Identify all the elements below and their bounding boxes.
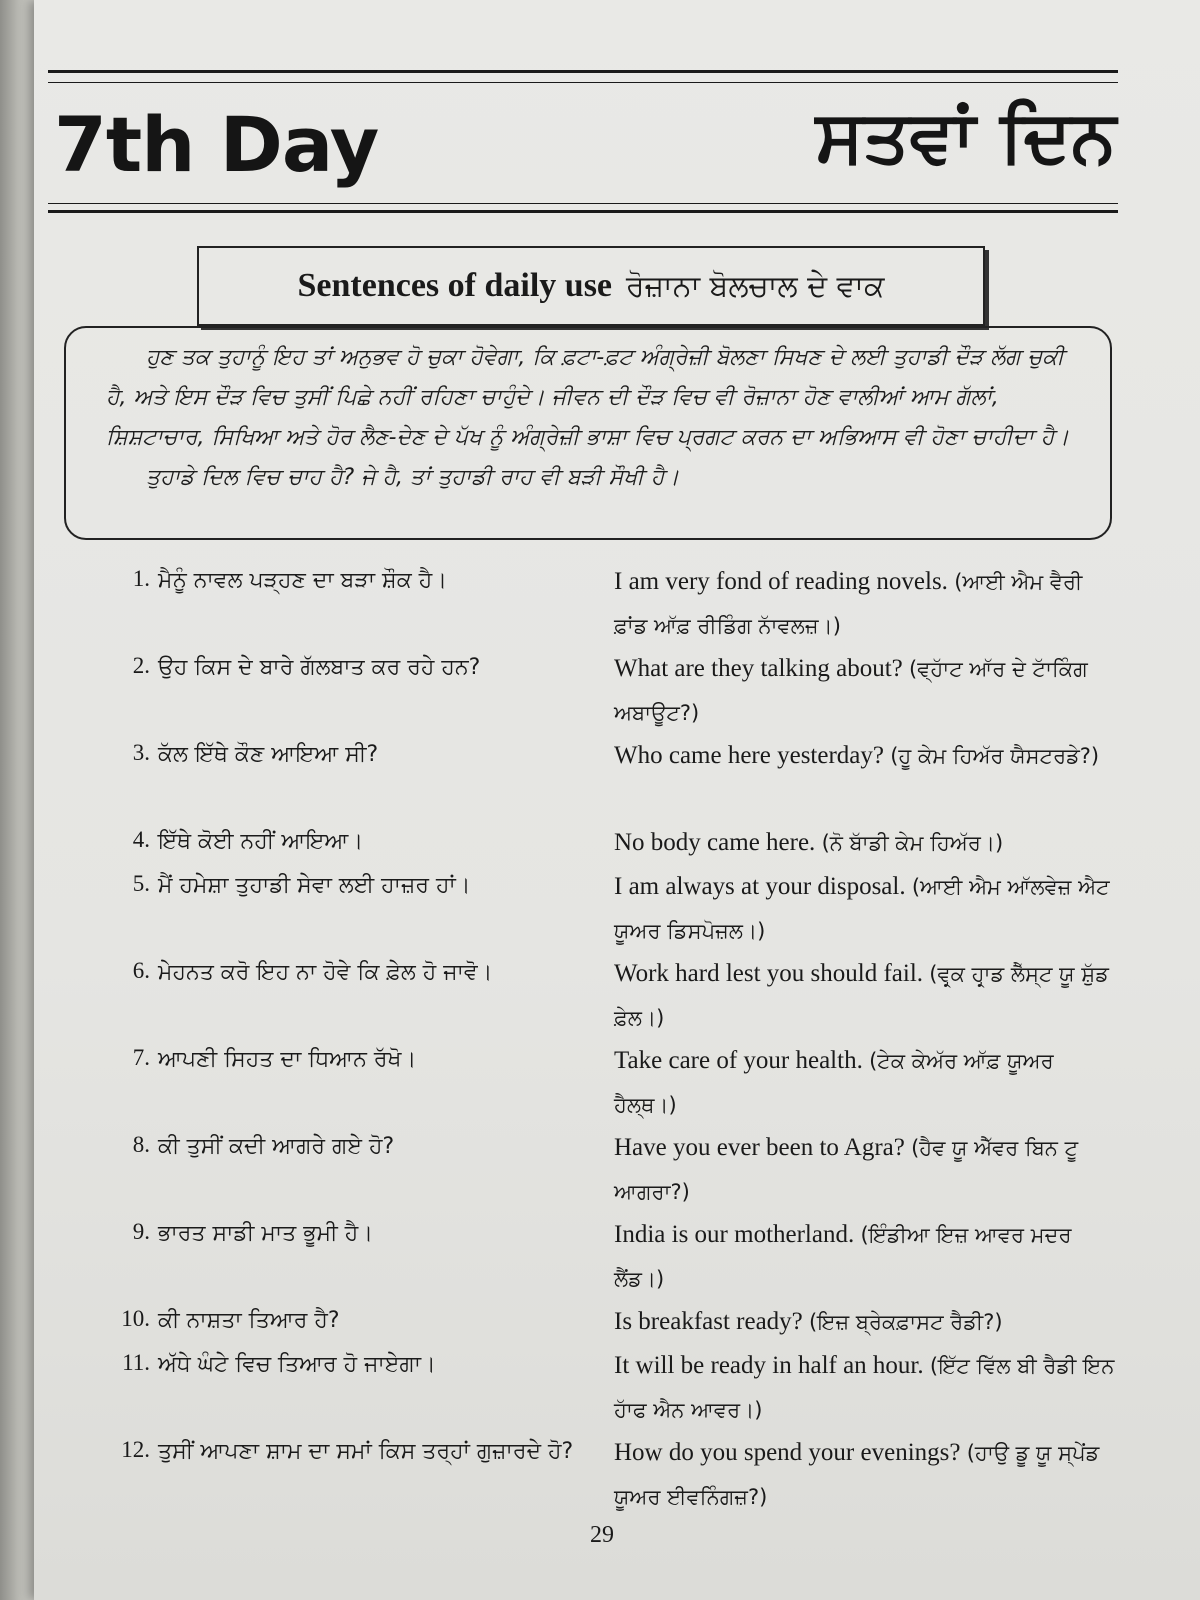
sentence-number: 5. bbox=[132, 871, 150, 896]
sentence-transliteration: (ਹੂ ਕੇਮ ਹਿਅੱਰ ਯੈਸਟਰਡੇ?) bbox=[890, 744, 1100, 768]
sentence-row bbox=[110, 1126, 1120, 1213]
sentence-row bbox=[110, 952, 1120, 1039]
sentence-english-cell bbox=[614, 865, 1120, 953]
sentence-english: Is breakfast ready? bbox=[614, 1308, 803, 1335]
sentence-number: 10. bbox=[121, 1306, 150, 1331]
sentence-english-cell bbox=[614, 821, 1120, 865]
chapter-title-english: 7th Day bbox=[54, 100, 379, 189]
header-rule-top bbox=[48, 70, 1118, 73]
sentence-english: How do you spend your evenings? bbox=[614, 1439, 961, 1466]
sentence-punjabi: ਆਪਣੀ ਸਿਹਤ ਦਾ ਧਿਆਨ ਰੱਖੋ। bbox=[158, 1047, 417, 1072]
sentence-english: I am always at your disposal. bbox=[614, 873, 906, 900]
sentence-english-cell bbox=[614, 1126, 1120, 1214]
sentence-english-cell bbox=[614, 1431, 1120, 1519]
sentence-row bbox=[110, 1344, 1120, 1431]
sentence-punjabi: ਅੱਧੇ ਘੰਟੇ ਵਿਚ ਤਿਆਰ ਹੋ ਜਾਏਗਾ। bbox=[158, 1352, 436, 1377]
sentence-english: Who came here yesterday? bbox=[614, 742, 884, 769]
sentence-row bbox=[110, 1431, 1120, 1518]
sentence-transliteration: (ਆਈ ਐਮ ਵੈਰੀ ਫ਼ਾਂਡ ਆੱਫ਼ ਰੀਡਿੰਗ ਨਾੱਵਲਜ਼।) bbox=[614, 570, 1083, 638]
sentence-english-cell bbox=[614, 1344, 1120, 1432]
sentence-number: 1. bbox=[132, 566, 150, 591]
sentence-english: It will be ready in half an hour. bbox=[614, 1352, 924, 1379]
sentence-row bbox=[110, 734, 1120, 821]
sentence-english: What are they talking about? bbox=[614, 655, 903, 682]
sentence-punjabi: ਮੈਨੂੰ ਨਾਵਲ ਪੜ੍ਹਣ ਦਾ ਬੜਾ ਸ਼ੌਕ ਹੈ। bbox=[158, 568, 448, 593]
sentence-transliteration: (ਇਜ਼ ਬ੍ਰੇਕਫ਼ਾਸਟ ਰੈਡੀ?) bbox=[809, 1310, 1003, 1334]
sentence-row bbox=[110, 865, 1120, 952]
page-number: 29 bbox=[590, 1522, 614, 1548]
sentence-punjabi: ਤੁਸੀਂ ਆਪਣਾ ਸ਼ਾਮ ਦਾ ਸਮਾਂ ਕਿਸ ਤਰ੍ਹਾਂ ਗੁਜ਼ਾਰਦੇ ਹੋ? bbox=[158, 1439, 574, 1464]
sentence-punjabi: ਕੀ ਤੁਸੀਂ ਕਦੀ ਆਗਰੇ ਗਏ ਹੋ? bbox=[158, 1134, 395, 1159]
sentence-english-cell bbox=[614, 734, 1120, 778]
sentence-number: 7. bbox=[132, 1045, 150, 1070]
sentence-transliteration: (ਵ੍ਹਾੱਟ ਆੱਰ ਦੇ ਟਾੱਕਿੰਗ ਅਬਾਊਟ?) bbox=[614, 657, 1088, 725]
sentence-number: 12. bbox=[121, 1437, 150, 1462]
sentence-english-cell bbox=[614, 647, 1120, 735]
section-subtitle-punjabi: ਰੋਜ਼ਾਨਾ ਬੋਲਚਾਲ ਦੇ ਵਾਕ bbox=[626, 268, 885, 304]
header-rule-bottom bbox=[48, 210, 1118, 213]
sentence-number: 9. bbox=[132, 1219, 150, 1244]
sentence-punjabi: ਮੈਂ ਹਮੇਸ਼ਾ ਤੁਹਾਡੀ ਸੇਵਾ ਲਈ ਹਾਜ਼ਰ ਹਾਂ। bbox=[158, 873, 471, 898]
sentence-transliteration: (ਹਾਉ ਡੂ ਯੂ ਸ੍ਪੇਂਡ ਯੂਅਰ ਈਵਨਿੰਗਜ਼?) bbox=[614, 1441, 1100, 1509]
section-subtitle-box bbox=[197, 246, 985, 326]
sentence-english-cell bbox=[614, 1039, 1120, 1127]
sentence-transliteration: (ਆਈ ਐਮ ਆੱਲਵੇਜ਼ ਐਟ ਯੂਅਰ ਡਿਸਪੋਜ਼ਲ।) bbox=[614, 875, 1110, 943]
sentence-number: 4. bbox=[132, 827, 150, 852]
sentence-transliteration: (ਇੰਡੀਆ ਇਜ਼ ਆਵਰ ਮਦਰ ਲੈਂਡ।) bbox=[614, 1223, 1072, 1291]
sentence-english: Take care of your health. bbox=[614, 1047, 863, 1074]
sentence-transliteration: (ਵਰ੍ਕ ਹਾਰ੍ਡ ਲੈੱਸ੍ਟ ਯੂ ਸ਼ੁੱਡ ਫ਼ੇਲ।) bbox=[614, 962, 1109, 1030]
sentence-transliteration: (ਹੈਵ ਯੂ ਐੱਵਰ ਬਿਨ ਟੂ ਆਗਰਾ?) bbox=[614, 1136, 1079, 1204]
sentence-row bbox=[110, 821, 1120, 865]
sentence-punjabi: ਕੱਲ ਇੱਥੇ ਕੌਣ ਆਇਆ ਸੀ? bbox=[158, 742, 379, 767]
sentence-transliteration: (ਟੇਕ ਕੇਅੱਰ ਆੱਫ਼ ਯੂਅਰ ਹੈਲ੍ਥ।) bbox=[614, 1049, 1054, 1117]
sentence-row bbox=[110, 647, 1120, 734]
intro-paragraph-2: ਤੁਹਾਡੇ ਦਿਲ ਵਿਚ ਚਾਹ ਹੈ? ਜੇ ਹੈ, ਤਾਂ ਤੁਹਾਡੀ ਰਾਹ ਵੀ ਬੜੀ ਸੌਖੀ ਹੈ। bbox=[146, 465, 680, 490]
sentence-punjabi: ਇੱਥੇ ਕੋਈ ਨਹੀਂ ਆਇਆ। bbox=[158, 829, 364, 854]
sentence-row bbox=[110, 560, 1120, 647]
sentence-punjabi: ਉਹ ਕਿਸ ਦੇ ਬਾਰੇ ਗੱਲਬਾਤ ਕਰ ਰਹੇ ਹਨ? bbox=[158, 655, 481, 680]
sentence-list bbox=[110, 560, 1120, 1518]
sentence-english-cell bbox=[614, 1300, 1120, 1344]
sentence-number: 6. bbox=[132, 958, 150, 983]
sentence-english: Have you ever been to Agra? bbox=[614, 1134, 905, 1161]
sentence-english: India is our motherland. bbox=[614, 1221, 855, 1248]
sentence-transliteration: (ਇੱਟ ਵਿੱਲ ਬੀ ਰੈਡੀ ਇਨ ਹਾੱਫ ਐਨ ਆਵਰ।) bbox=[614, 1354, 1115, 1422]
sentence-row bbox=[110, 1300, 1120, 1344]
sentence-number: 8. bbox=[132, 1132, 150, 1157]
sentence-number: 2. bbox=[132, 653, 150, 678]
sentence-row bbox=[110, 1213, 1120, 1300]
sentence-english: I am very fond of reading novels. bbox=[614, 568, 948, 595]
sentence-number: 3. bbox=[132, 740, 150, 765]
sentence-number: 11. bbox=[122, 1350, 150, 1375]
sentence-transliteration: (ਨੋ ਬਾੱਡੀ ਕੇਮ ਹਿਅੱਰ।) bbox=[821, 831, 1004, 855]
sentence-english-cell bbox=[614, 1213, 1120, 1301]
section-subtitle-english: Sentences of daily use bbox=[297, 267, 613, 304]
sentence-english: Work hard lest you should fail. bbox=[614, 960, 924, 987]
sentence-row bbox=[110, 1039, 1120, 1126]
sentence-english-cell bbox=[614, 560, 1120, 648]
sentence-english-cell bbox=[614, 952, 1120, 1040]
sentence-punjabi: ਭਾਰਤ ਸਾਡੀ ਮਾਤ ਭੂਮੀ ਹੈ। bbox=[158, 1221, 374, 1246]
intro-paragraph-1: ਹੁਣ ਤਕ ਤੁਹਾਨੂੰ ਇਹ ਤਾਂ ਅਨੁਭਵ ਹੋ ਚੁਕਾ ਹੋਵੇਗਾ, ਕਿ ਫ਼ਟਾ-ਫ਼ਟ ਅੰਗ੍ਰੇਜ਼ੀ ਬੋਲਣਾ ਸਿਖਣ ਦੇ ਲਈ ਤੁਹਾਡੀ ਦੌੜ ਲੱਗ ਚੁਕੀ ਹੈ, ਅਤੇ ਇਸ ਦੌੜ ਵਿਚ ਤੁਸੀਂ ਪਿਛੇ ਨਹੀਂ ਰਹਿਣਾ ਚਾਹੁੰਦੇ। ਜੀਵਨ ਦੀ ਦੌੜ ਵਿਚ ਵੀ ਰੋਜ਼ਾਨਾ ਹੋਣ ਵਾਲੀਆਂ ਆਮ ਗੱਲਾਂ, ਸ਼ਿਸ਼ਟਾਚਾਰ, ਸਿਖਿਆ ਅਤੇ ਹੋਰ ਲੈਣ-ਦੇਣ ਦੇ ਪੱਖ ਨੂੰ ਅੰਗ੍ਰੇਜ਼ੀ ਭਾਸ਼ਾ ਵਿਚ ਪ੍ਰਗਟ ਕਰਨ ਦਾ ਅਭਿਆਸ ਵੀ ਹੋਣਾ ਚਾਹੀਦਾ ਹੈ। bbox=[106, 345, 1070, 450]
sentence-punjabi: ਕੀ ਨਾਸ਼ਤਾ ਤਿਆਰ ਹੈ? bbox=[158, 1308, 340, 1333]
intro-text-box bbox=[64, 326, 1112, 540]
sentence-english: No body came here. bbox=[614, 829, 816, 856]
book-page bbox=[34, 0, 1200, 1600]
chapter-title-punjabi: ਸਤਵਾਂ ਦਿਨ bbox=[815, 94, 1116, 178]
sentence-punjabi: ਮੇਹਨਤ ਕਰੋ ਇਹ ਨਾ ਹੋਵੇ ਕਿ ਫ਼ੇਲ ਹੋ ਜਾਵੋ। bbox=[158, 960, 493, 985]
